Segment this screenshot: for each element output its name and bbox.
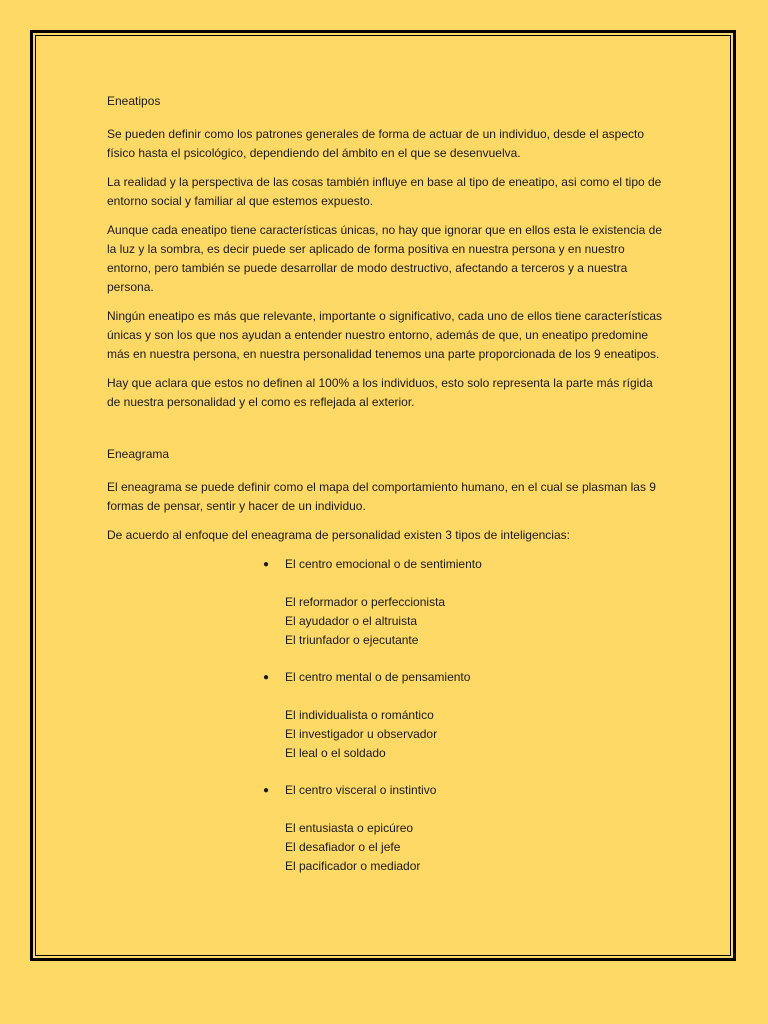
list-item: El leal o el soldado <box>285 746 386 760</box>
list-item: El investigador u observador <box>285 727 438 741</box>
list-item: El pacificador o mediador <box>285 859 421 873</box>
paragraph: Aunque cada eneatipo tiene características únicas, no hay que ignorar que en ellos esta le existencia de la luz y la sombra, es decir puede ser aplicado de forma positiva en nuestra persona y en nuestro entorno, pero también se puede desarrollar de modo destructivo, afectando a terceros y a nuestra persona. <box>107 223 663 294</box>
list-item: El reformador o perfeccionista <box>285 595 446 609</box>
center-title: El centro emocional o de sentimiento <box>285 557 482 571</box>
paragraph: El eneagrama se puede definir como el mapa del comportamiento humano, en el cual se plasman las 9 formas de pensar, sentir y hacer de un individuo. <box>107 480 656 513</box>
paragraph: Se pueden definir como los patrones generales de forma de actuar de un individuo, desde el aspecto físico hasta el psicológico, dependiendo del ámbito en el que se desenvuelva. <box>107 127 645 160</box>
paragraph: Hay que aclara que estos no definen al 100% a los individuos, esto solo representa la parte más rígida de nuestra personalidad y el como es reflejada al exterior. <box>107 376 653 409</box>
document-body <box>107 92 663 876</box>
bullet-icon: ● <box>263 785 270 796</box>
paragraph: Ningún eneatipo es más que relevante, importante o significativo, cada uno de ellos tiene características únicas y son los que nos ayudan a entender nuestro entorno, además de que, un eneatipo predomine más en nuestra persona, en nuestra personalidad tenemos una parte proporcionada de los 9 eneatipos. <box>107 309 662 361</box>
paragraph: La realidad y la perspectiva de las cosas también influye en base al tipo de eneatipo, asi como el tipo de entorno social y familiar al que estemos expuesto. <box>107 175 662 208</box>
list-item: El entusiasta o epicúreo <box>285 821 414 835</box>
bullet-icon: ● <box>263 672 270 683</box>
center-group-mental <box>263 668 663 763</box>
center-group-visceral <box>263 781 663 876</box>
center-group-emotional <box>263 555 663 650</box>
section-heading-eneagrama: Eneagrama <box>107 447 170 461</box>
list-item: El triunfador o ejecutante <box>285 633 419 647</box>
list-item: El ayudador o el altruista <box>285 614 418 628</box>
list-item: El individualista o romántico <box>285 708 434 722</box>
bullet-icon: ● <box>263 559 270 570</box>
section-heading-eneatipos: Eneatipos <box>107 94 161 108</box>
center-title: El centro visceral o instintivo <box>285 783 437 797</box>
center-title: El centro mental o de pensamiento <box>285 670 471 684</box>
list-item: El desafiador o el jefe <box>285 840 401 854</box>
paragraph: De acuerdo al enfoque del eneagrama de personalidad existen 3 tipos de inteligencias: <box>107 528 570 542</box>
